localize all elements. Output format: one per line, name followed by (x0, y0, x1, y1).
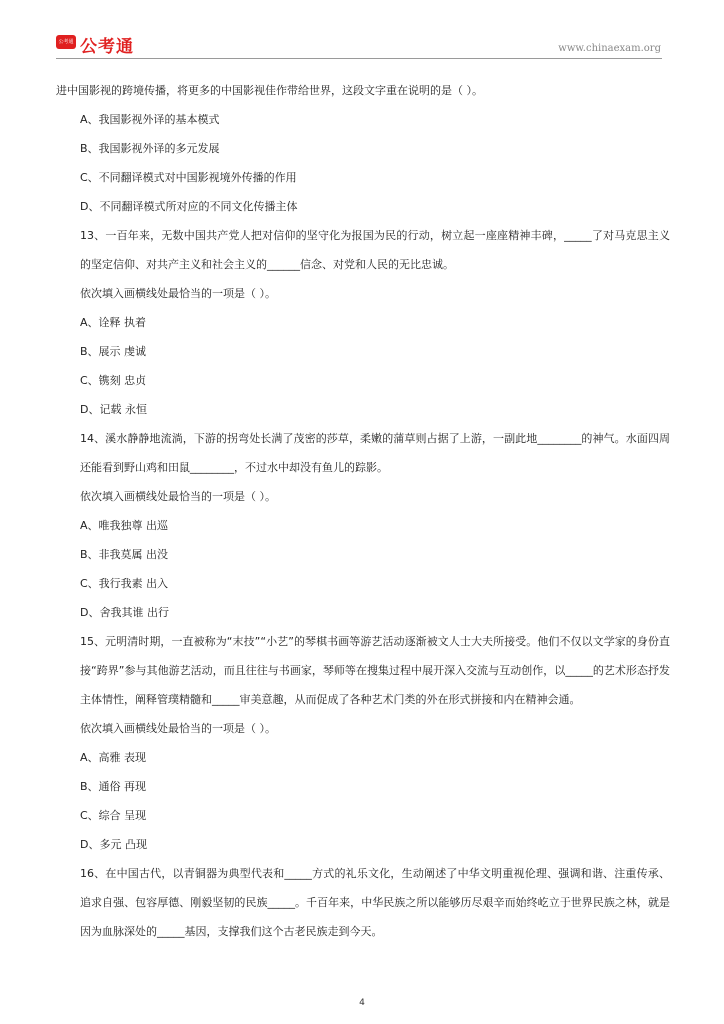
document-paragraph: 14、溪水静静地流淌，下游的拐弯处长满了茂密的莎草，柔嫩的蒲草则占据了上游，一副此地________的神气。水面四周还能看到野山鸡和田鼠________，不过水中却没有鱼儿的踪影。 (80, 432, 670, 474)
document-paragraph: A、诠释 执着 (80, 316, 147, 329)
document-paragraph: B、展示 虔诚 (80, 345, 147, 358)
document-paragraph: C、不同翻译模式对中国影视境外传播的作用 (80, 171, 297, 184)
document-paragraph: C、我行我素 出入 (80, 577, 169, 590)
logo-badge-icon: 公考通 (56, 35, 76, 49)
document-paragraph: D、记载 永恒 (80, 403, 147, 416)
document-paragraph: 依次填入画横线处最恰当的一项是（ ）。 (80, 490, 276, 503)
document-paragraph: A、高雅 表现 (80, 751, 147, 764)
document-paragraph: A、唯我独尊 出巡 (80, 519, 169, 532)
document-paragraph: 进中国影视的跨境传播，将更多的中国影视佳作带给世界，这段文字重在说明的是（ ）。 (56, 84, 483, 97)
document-paragraph: 13、一百年来，无数中国共产党人把对信仰的坚守化为报国为民的行动，树立起一座座精神丰碑，_____了对马克思主义的坚定信仰、对共产主义和社会主义的______信念、对党和人民的无比忠诚。 (80, 229, 670, 271)
site-url: www.chinaexam.org (558, 43, 661, 54)
document-paragraph: 15、元明清时期，一直被称为“末技”“小艺”的琴棋书画等游艺活动逐渐被文人士大夫所接受。他们不仅以文学家的身份直接“跨界”参与其他游艺活动，而且往往与书画家，琴师等在搜集过程中展开深入交流与互动创作，以_____的艺术形态抒发主体情性，阐释管璞精髓和_____审美意趣，从而促成了各种艺术门类的外在形式拼接和内在精神会通。 (80, 635, 670, 706)
document-paragraph: 16、在中国古代，以青铜器为典型代表和_____方式的礼乐文化，生动阐述了中华文明重视伦理、强调和谐、注重传承、追求自强、包容厚德、刚毅坚韧的民族_____。千百年来，中华民族之所以能够历尽艰辛而始终屹立于世界民族之林，就是因为血脉深处的_____基因，支撑我们这个古老民族走到今天。 (80, 867, 670, 938)
document-body (56, 76, 670, 946)
page-number: 4 (359, 998, 365, 1008)
document-paragraph: C、镌刻 忠贞 (80, 374, 147, 387)
document-paragraph: 依次填入画横线处最恰当的一项是（ ）。 (80, 287, 276, 300)
header-divider (56, 58, 662, 59)
document-paragraph: A、我国影视外译的基本模式 (80, 113, 220, 126)
page-header (0, 0, 724, 64)
document-paragraph: D、不同翻译模式所对应的不同文化传播主体 (80, 200, 298, 213)
document-paragraph: C、综合 呈现 (80, 809, 147, 822)
document-paragraph: D、舍我其谁 出行 (80, 606, 169, 619)
document-paragraph: B、通俗 再现 (80, 780, 147, 793)
document-paragraph: B、我国影视外译的多元发展 (80, 142, 220, 155)
document-paragraph: D、多元 凸现 (80, 838, 147, 851)
document-paragraph: B、非我莫属 出没 (80, 548, 169, 561)
document-paragraph: 依次填入画横线处最恰当的一项是（ ）。 (80, 722, 276, 735)
logo-text: 公考通 (80, 37, 134, 57)
